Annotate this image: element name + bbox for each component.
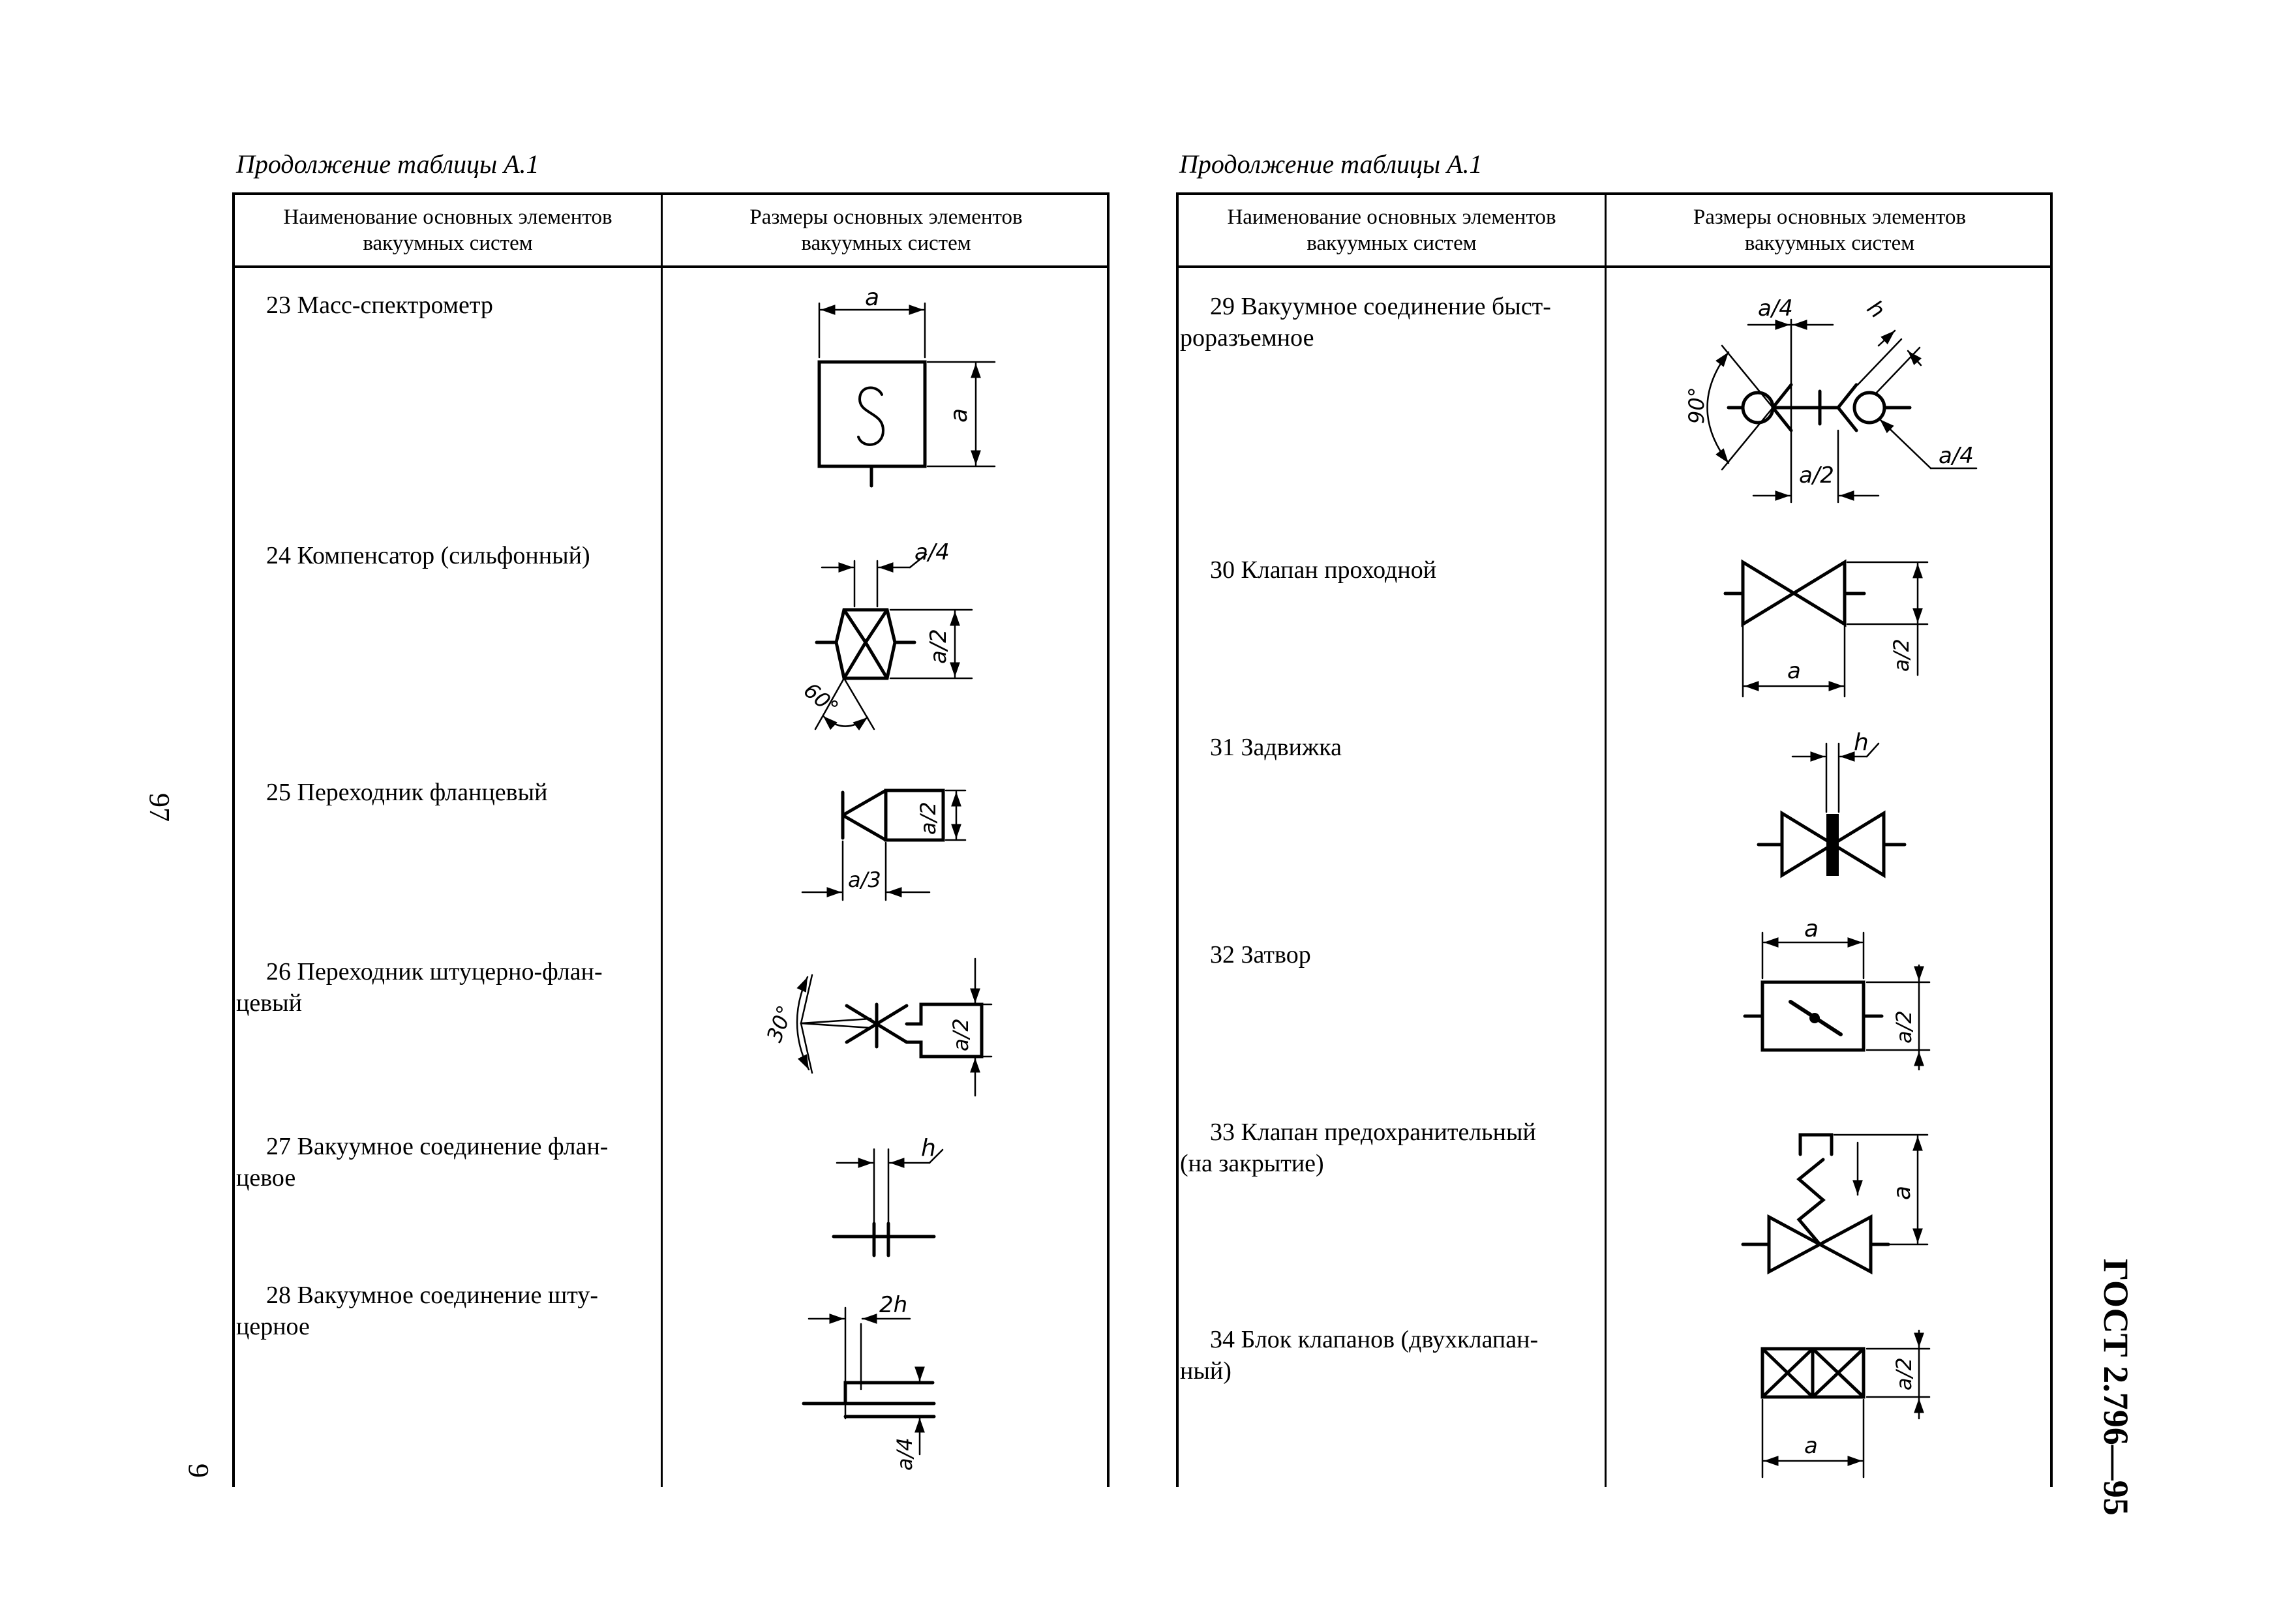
- item-25-name: 25 Переходник фланцевый: [266, 779, 548, 806]
- dim-29-h: h: [1862, 295, 1890, 324]
- dim-34-a2: a/2: [1892, 1357, 1916, 1390]
- flange-adapter-symbol: [802, 790, 965, 900]
- dim-23-a-top: a: [865, 284, 880, 311]
- dim-34-a: a: [1804, 1433, 1818, 1459]
- quick-disconnect-symbol: [1708, 320, 1977, 502]
- dim-28-a4: a/4: [892, 1437, 917, 1471]
- item-24-name: 24 Компенсатор (сильфонный): [266, 542, 590, 569]
- gate-valve-symbol: [1759, 743, 1905, 876]
- item-27-name: 27 Вакуумное соединение флан- цевое: [236, 1133, 609, 1192]
- dim-30-a2: a/2: [1889, 638, 1914, 672]
- item-23-name: 23 Масс-спектрометр: [266, 292, 493, 319]
- dim-23-a-side: a: [946, 408, 973, 423]
- dim-29-a4-right: a/4: [1939, 443, 1974, 469]
- dim-24-a2: a/2: [926, 629, 952, 664]
- item-32-name: 32 Затвор: [1210, 941, 1311, 969]
- dim-32-a: a: [1804, 916, 1819, 942]
- left-header-name: Наименование основных элементов вакуумных систем: [283, 205, 612, 255]
- dim-24-60deg: 60°: [798, 678, 843, 721]
- dim-31-h: h: [1854, 729, 1869, 756]
- standard-designation: ГОСТ 2.796—95: [2096, 1259, 2136, 1516]
- dim-24-a4: a/4: [914, 539, 950, 565]
- item-33-name: 33 Клапан предохранительный (на закрытие): [1180, 1119, 1536, 1177]
- dim-25-a2: a/2: [916, 802, 941, 835]
- item-28-name: 28 Вакуумное соединение шту- церное: [236, 1282, 598, 1340]
- dim-33-a: a: [1889, 1185, 1916, 1200]
- dim-29-a2: a/2: [1799, 462, 1834, 488]
- dim-29-a4-top: a/4: [1758, 295, 1793, 322]
- flange-connection-symbol: [834, 1149, 943, 1255]
- left-header-size: Размеры основных элементов вакуумных систем: [749, 205, 1023, 255]
- item-26-name: 26 Переходник штуцерно-флан- цевый: [236, 958, 603, 1017]
- dim-26-30deg: 30°: [761, 1002, 798, 1045]
- page-number-bottom: 9: [183, 1464, 215, 1478]
- dim-29-90deg: 90°: [1684, 387, 1709, 424]
- right-header-size: Размеры основных элементов вакуумных систем: [1693, 205, 1967, 255]
- dim-32-a2: a/2: [1892, 1010, 1916, 1044]
- mass-spectrometer-symbol: [819, 303, 995, 486]
- straight-valve-symbol: [1725, 562, 1927, 697]
- right-header-name: Наименование основных элементов вакуумных систем: [1227, 205, 1556, 255]
- dim-25-a3: a/3: [848, 867, 881, 892]
- valve-block-symbol: [1762, 1330, 1929, 1477]
- dim-27-h: h: [921, 1135, 936, 1162]
- item-34-name: 34 Блок клапанов (двухклапан- ный): [1180, 1326, 1539, 1385]
- item-31-name: 31 Задвижка: [1210, 734, 1342, 761]
- page-number-top: 97: [144, 793, 175, 822]
- nipple-connection-symbol: [804, 1308, 934, 1454]
- dim-28-2h: 2h: [879, 1292, 908, 1318]
- left-table-caption: Продолжение таблицы А.1: [236, 149, 539, 179]
- dim-30-a: a: [1787, 658, 1801, 684]
- dim-26-a2: a/2: [948, 1018, 973, 1051]
- shutter-symbol: [1745, 933, 1929, 1070]
- right-table-caption: Продолжение таблицы А.1: [1179, 149, 1483, 179]
- item-30-name: 30 Клапан проходной: [1210, 556, 1437, 584]
- item-29-name: 29 Вакуумное соединение быст- роразъемное: [1180, 293, 1551, 352]
- safety-valve-symbol: [1743, 1135, 1927, 1272]
